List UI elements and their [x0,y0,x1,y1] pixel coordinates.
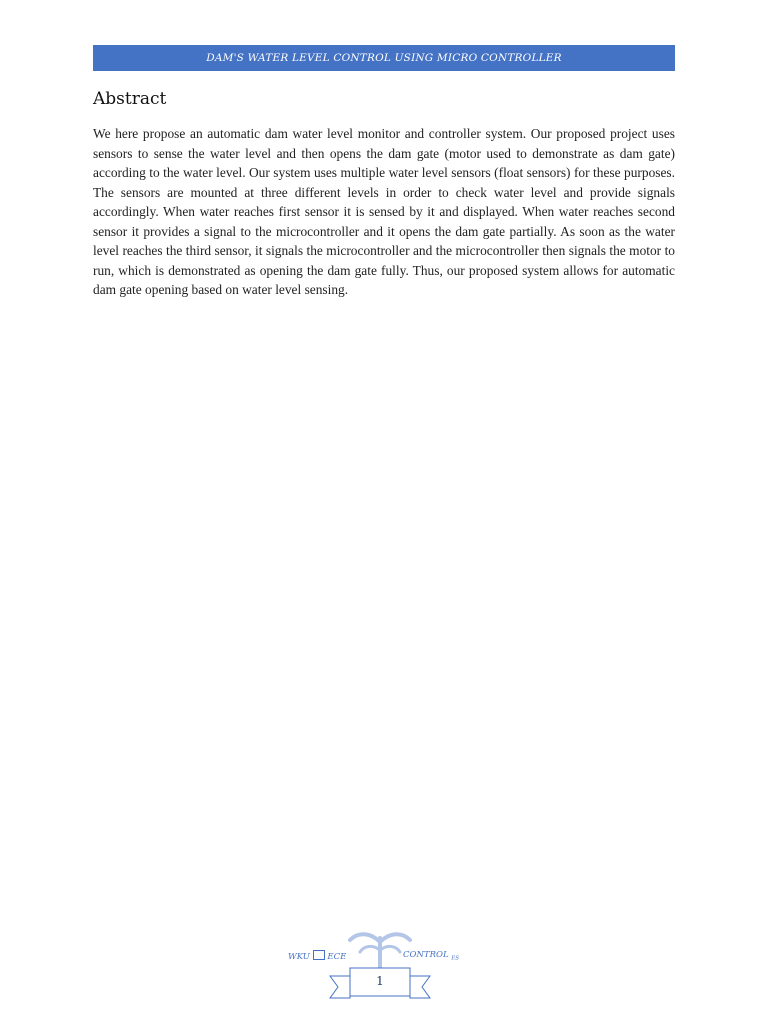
footer-right-label: CONTROL $_{ES}$ [403,950,460,962]
page-footer [280,928,480,1002]
running-header-title: DAM'S WATER LEVEL CONTROL USING MICRO CONTROLLER [206,52,562,64]
footer-logo-icon [313,950,325,960]
running-header [93,45,675,71]
footer-right-mark: ES [451,955,460,962]
abstract-paragraph: We here propose an automatic dam water level monitor and controller system. Our proposed project uses sensors to sense the water level and then opens the dam gate (motor used to demonstrate as dam gate) according to the water level. Our system uses multiple water level sensors (float sensors) for these purposes. The sensors are mounted at three different levels in order to check water level and provide signals accordingly. When water reaches first sensor it is sensed by it and displayed. When water reaches second sensor it provides a signal to the microcontroller and it opens the dam gate partially. As soon as the water level reaches the third sensor, it signals the microcontroller and the microcontroller then signals the motor to run, which is demonstrated as opening the dam gate fully. Thus, our proposed system allows for automatic dam gate opening based on water level sensing. [93,126,675,297]
section-heading: Abstract [93,89,167,109]
footer-left-label: WKU ECE [288,952,347,962]
page-number: 1 [376,974,384,988]
